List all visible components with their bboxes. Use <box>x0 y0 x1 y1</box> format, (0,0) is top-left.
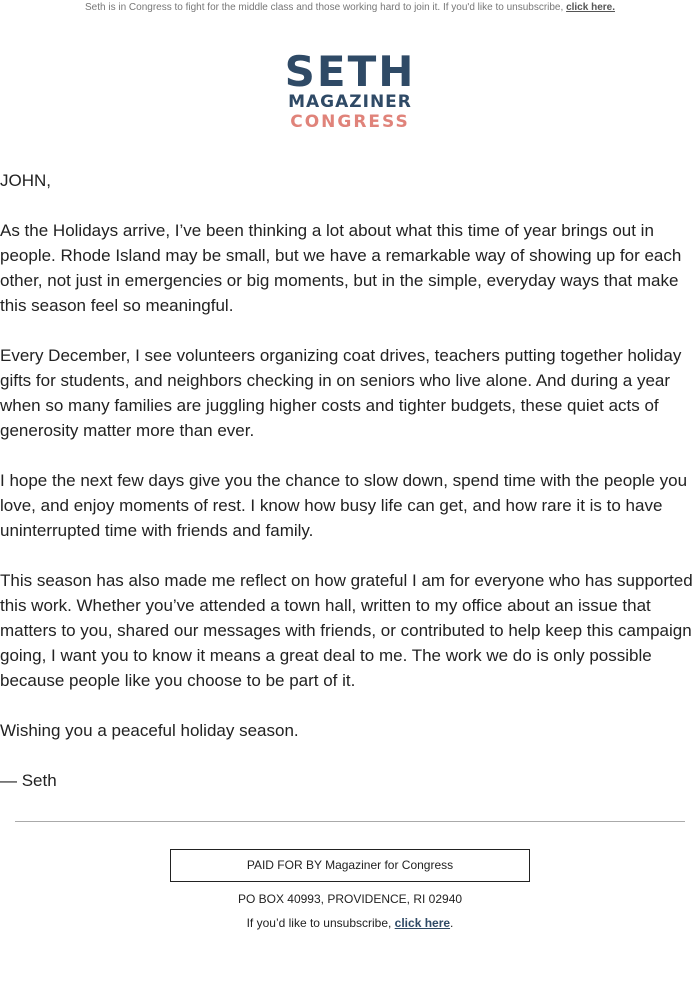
footer-divider <box>15 821 685 822</box>
preheader-text: Seth is in Congress to fight for the middle class and those working hard to join it. If you'd like to unsubscribe, <box>85 2 567 13</box>
unsubscribe-link[interactable]: click here <box>394 916 451 930</box>
mailing-address: PO BOX 40993, PROVIDENCE, RI 02940 <box>237 892 463 906</box>
preheader-unsubscribe-link[interactable]: click here. <box>566 2 615 13</box>
logo-surname: MAGAZINER <box>288 92 412 112</box>
letter-body <box>0 168 700 818</box>
unsubscribe-text: If you’d like to unsubscribe, <box>246 916 395 930</box>
preheader <box>0 0 700 14</box>
letter-signature: — Seth <box>0 771 57 790</box>
letter-paragraph-1: As the Holidays arrive, I’ve been thinking a lot about what this time of year brings out in people. Rhode Island may be small, but we have a remarkable way of showing up for each other, not just in emergencies or big moments, but in the simple, everyday ways that make this season feel so meaningful. <box>0 221 682 315</box>
letter-paragraph-2: Every December, I see volunteers organizing coat drives, teachers putting together holiday gifts for students, and neighbors checking in on seniors who live alone. And during a year when so many families are juggling higher costs and tighter budgets, these quiet acts of generosity matter more than ever. <box>0 346 682 440</box>
letter-paragraph-3: I hope the next few days give you the chance to slow down, spend time with the people you love, and enjoy moments of rest. I know how busy life can get, and how rare it is to have uninterrupted time with friends and family. <box>0 471 688 540</box>
letter-closing: Wishing you a peaceful holiday season. <box>0 721 299 740</box>
footer-unsubscribe <box>0 916 700 931</box>
logo-name: SETH <box>284 47 416 96</box>
letter-paragraph-4: This season has also made me reflect on how grateful I am for everyone who has supported this work. Whether you’ve attended a town hall, written to my office about an issue that matters to you, shared our messages with friends, or contributed to help keep this campaign going, I want you to know it means a great deal to me. The work we do is only possible because people like you choose to be part of it. <box>0 571 693 690</box>
unsubscribe-end: . <box>450 916 454 930</box>
paid-for-disclaimer: PAID FOR BY Magaziner for Congress <box>170 849 530 882</box>
campaign-logo <box>0 47 700 132</box>
logo-office: CONGRESS <box>290 112 410 132</box>
letter-greeting: JOHN, <box>0 171 51 190</box>
